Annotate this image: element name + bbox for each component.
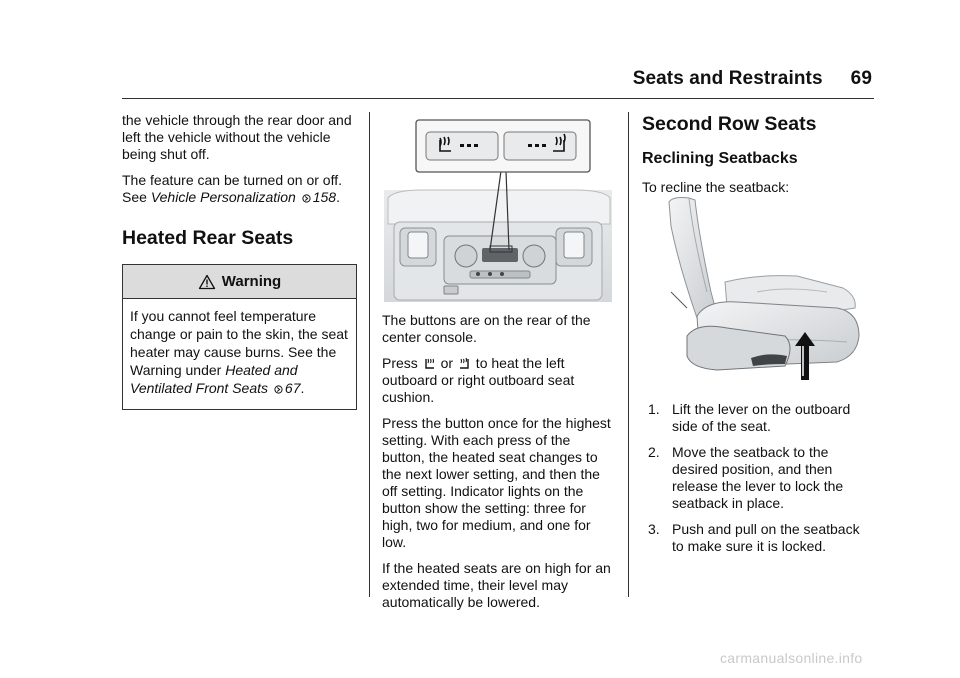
section-title: Seats and Restraints [632, 68, 823, 89]
list-item: 3. Push and pull on the seatback to make sure it is locked. [648, 521, 860, 554]
seat-recline-illustration [667, 196, 863, 384]
personalization-paragraph: The feature can be turned on or off. See Vehicle Personalization 158. [122, 172, 343, 205]
watermark: carmanualsonline.info [720, 650, 863, 666]
page-header [633, 68, 872, 90]
column-divider [369, 112, 370, 597]
header-rule [122, 98, 874, 99]
intro-paragraph: the vehicle through the rear door and left the vehicle without the vehicle being shut off. [122, 112, 352, 162]
column-left [122, 112, 357, 410]
warning-header [123, 265, 356, 299]
warning-body: If you cannot feel temperature change or pain to the skin, the seat heater may cause burns. See the Warning under Heated and Ventilated Front Seats 67. [130, 308, 348, 396]
auto-lower-paragraph: If the heated seats are on high for an extended time, their level may automatically be lowered. [382, 560, 611, 610]
page-ref-arrow-icon [274, 384, 283, 395]
page-ref-arrow-icon [302, 193, 311, 204]
heated-seat-right-icon [459, 357, 470, 370]
page-number: 69 [850, 68, 872, 89]
center-console-illustration [382, 118, 614, 302]
list-item: 2. Move the seatback to the desired position, and then release the lever to lock the seatback in place. [648, 444, 844, 511]
second-row-seats-heading: Second Row Seats [642, 113, 817, 135]
warning-box [122, 264, 357, 410]
warning-triangle-icon [198, 274, 216, 290]
page-ref[interactable]: 67 [284, 380, 301, 396]
recline-steps [642, 401, 874, 555]
list-item: 1. Lift the lever on the outboard side of the seat. [648, 401, 851, 434]
press-paragraph: Press or to heat the left outboard or right outboard seat cushion. [382, 355, 575, 405]
settings-paragraph: Press the button once for the highest setting. With each press of the button, the heated seat changes to the next lower setting, and then the off setting. Indicator lights on the button show the setting: three for high, two for medium, and one for low. [382, 415, 611, 550]
heated-seat-left-icon [424, 357, 435, 370]
page-ref[interactable]: 158 [312, 189, 337, 205]
console-buttons-paragraph: The buttons are on the rear of the center console. [382, 312, 591, 345]
reclining-seatbacks-heading: Reclining Seatbacks [642, 150, 798, 167]
column-divider [628, 112, 629, 597]
warning-title: Warning [221, 273, 282, 290]
vehicle-personalization-link[interactable]: Vehicle Personalization [150, 189, 296, 205]
heated-rear-seats-heading: Heated Rear Seats [122, 227, 294, 249]
recline-intro: To recline the seatback: [642, 179, 790, 195]
heated-front-seats-link[interactable]: Heated and Ventilated Front Seats [130, 362, 298, 396]
column-middle [382, 312, 617, 620]
